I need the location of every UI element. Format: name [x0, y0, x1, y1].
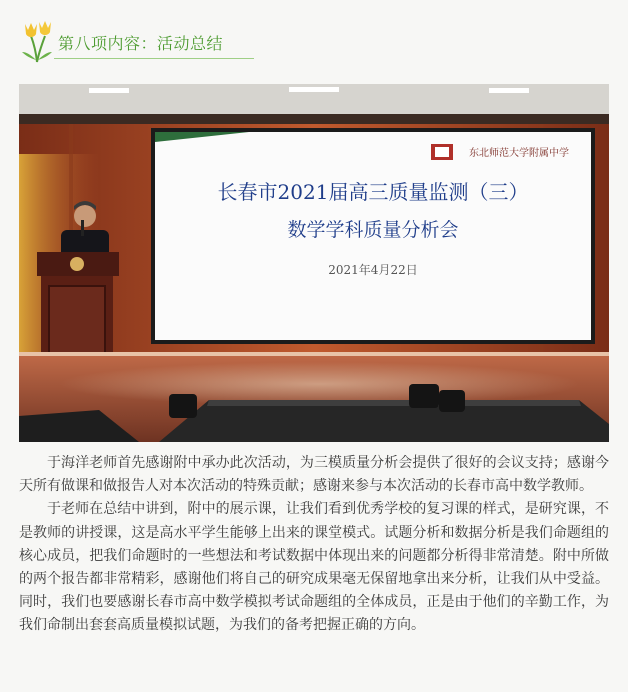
section-header	[18, 18, 258, 66]
podium-emblem-icon	[70, 257, 84, 271]
screen-logo-text: 东北师范大学附属中学	[469, 148, 569, 159]
title-underline	[54, 58, 254, 59]
article-body	[19, 452, 609, 638]
projection-screen	[151, 128, 595, 344]
event-photo	[19, 84, 609, 442]
screen-title-line1: 长春市2021届高三质量监测（三）	[217, 180, 529, 204]
screen-date: 2021年4月22日	[328, 263, 418, 277]
paragraph-thanks: 于海洋老师首先感谢附中承办此次活动，为三模质量分析会提供了很好的会议支持；感谢今天所有做课和做报告人对本次活动的特殊贡献；感谢来参与本次活动的长春市高中数学教师。	[19, 455, 609, 495]
ceiling	[19, 84, 609, 126]
screen-title-line2: 数学学科质量分析会	[287, 219, 459, 241]
paragraph-summary: 于老师在总结中讲到，附中的展示课，让我们看到优秀学校的复习课的样式，是研究课，不是教师的讲授课，这是高水平学生能够上出来的课堂模式。试题分析和数据分析是我们命题组的核心成员，把我们命题时的一些想法和考试数据中体现出来的问题都分析得非常清楚。附中所做的两个报告都非常精彩，感谢他们将自己的研究成果毫无保留地拿出来分析，让我们从中受益。同时，我们也要感谢长春市高中数学模拟考试命题组的全体成员，正是由于他们的辛勤工作，为我们命制出套套高质量模拟试题，为我们的备考把握正确的方向。	[19, 501, 609, 634]
tulip-icon	[20, 18, 54, 64]
section-title: 第八项内容：活动总结	[58, 34, 224, 53]
